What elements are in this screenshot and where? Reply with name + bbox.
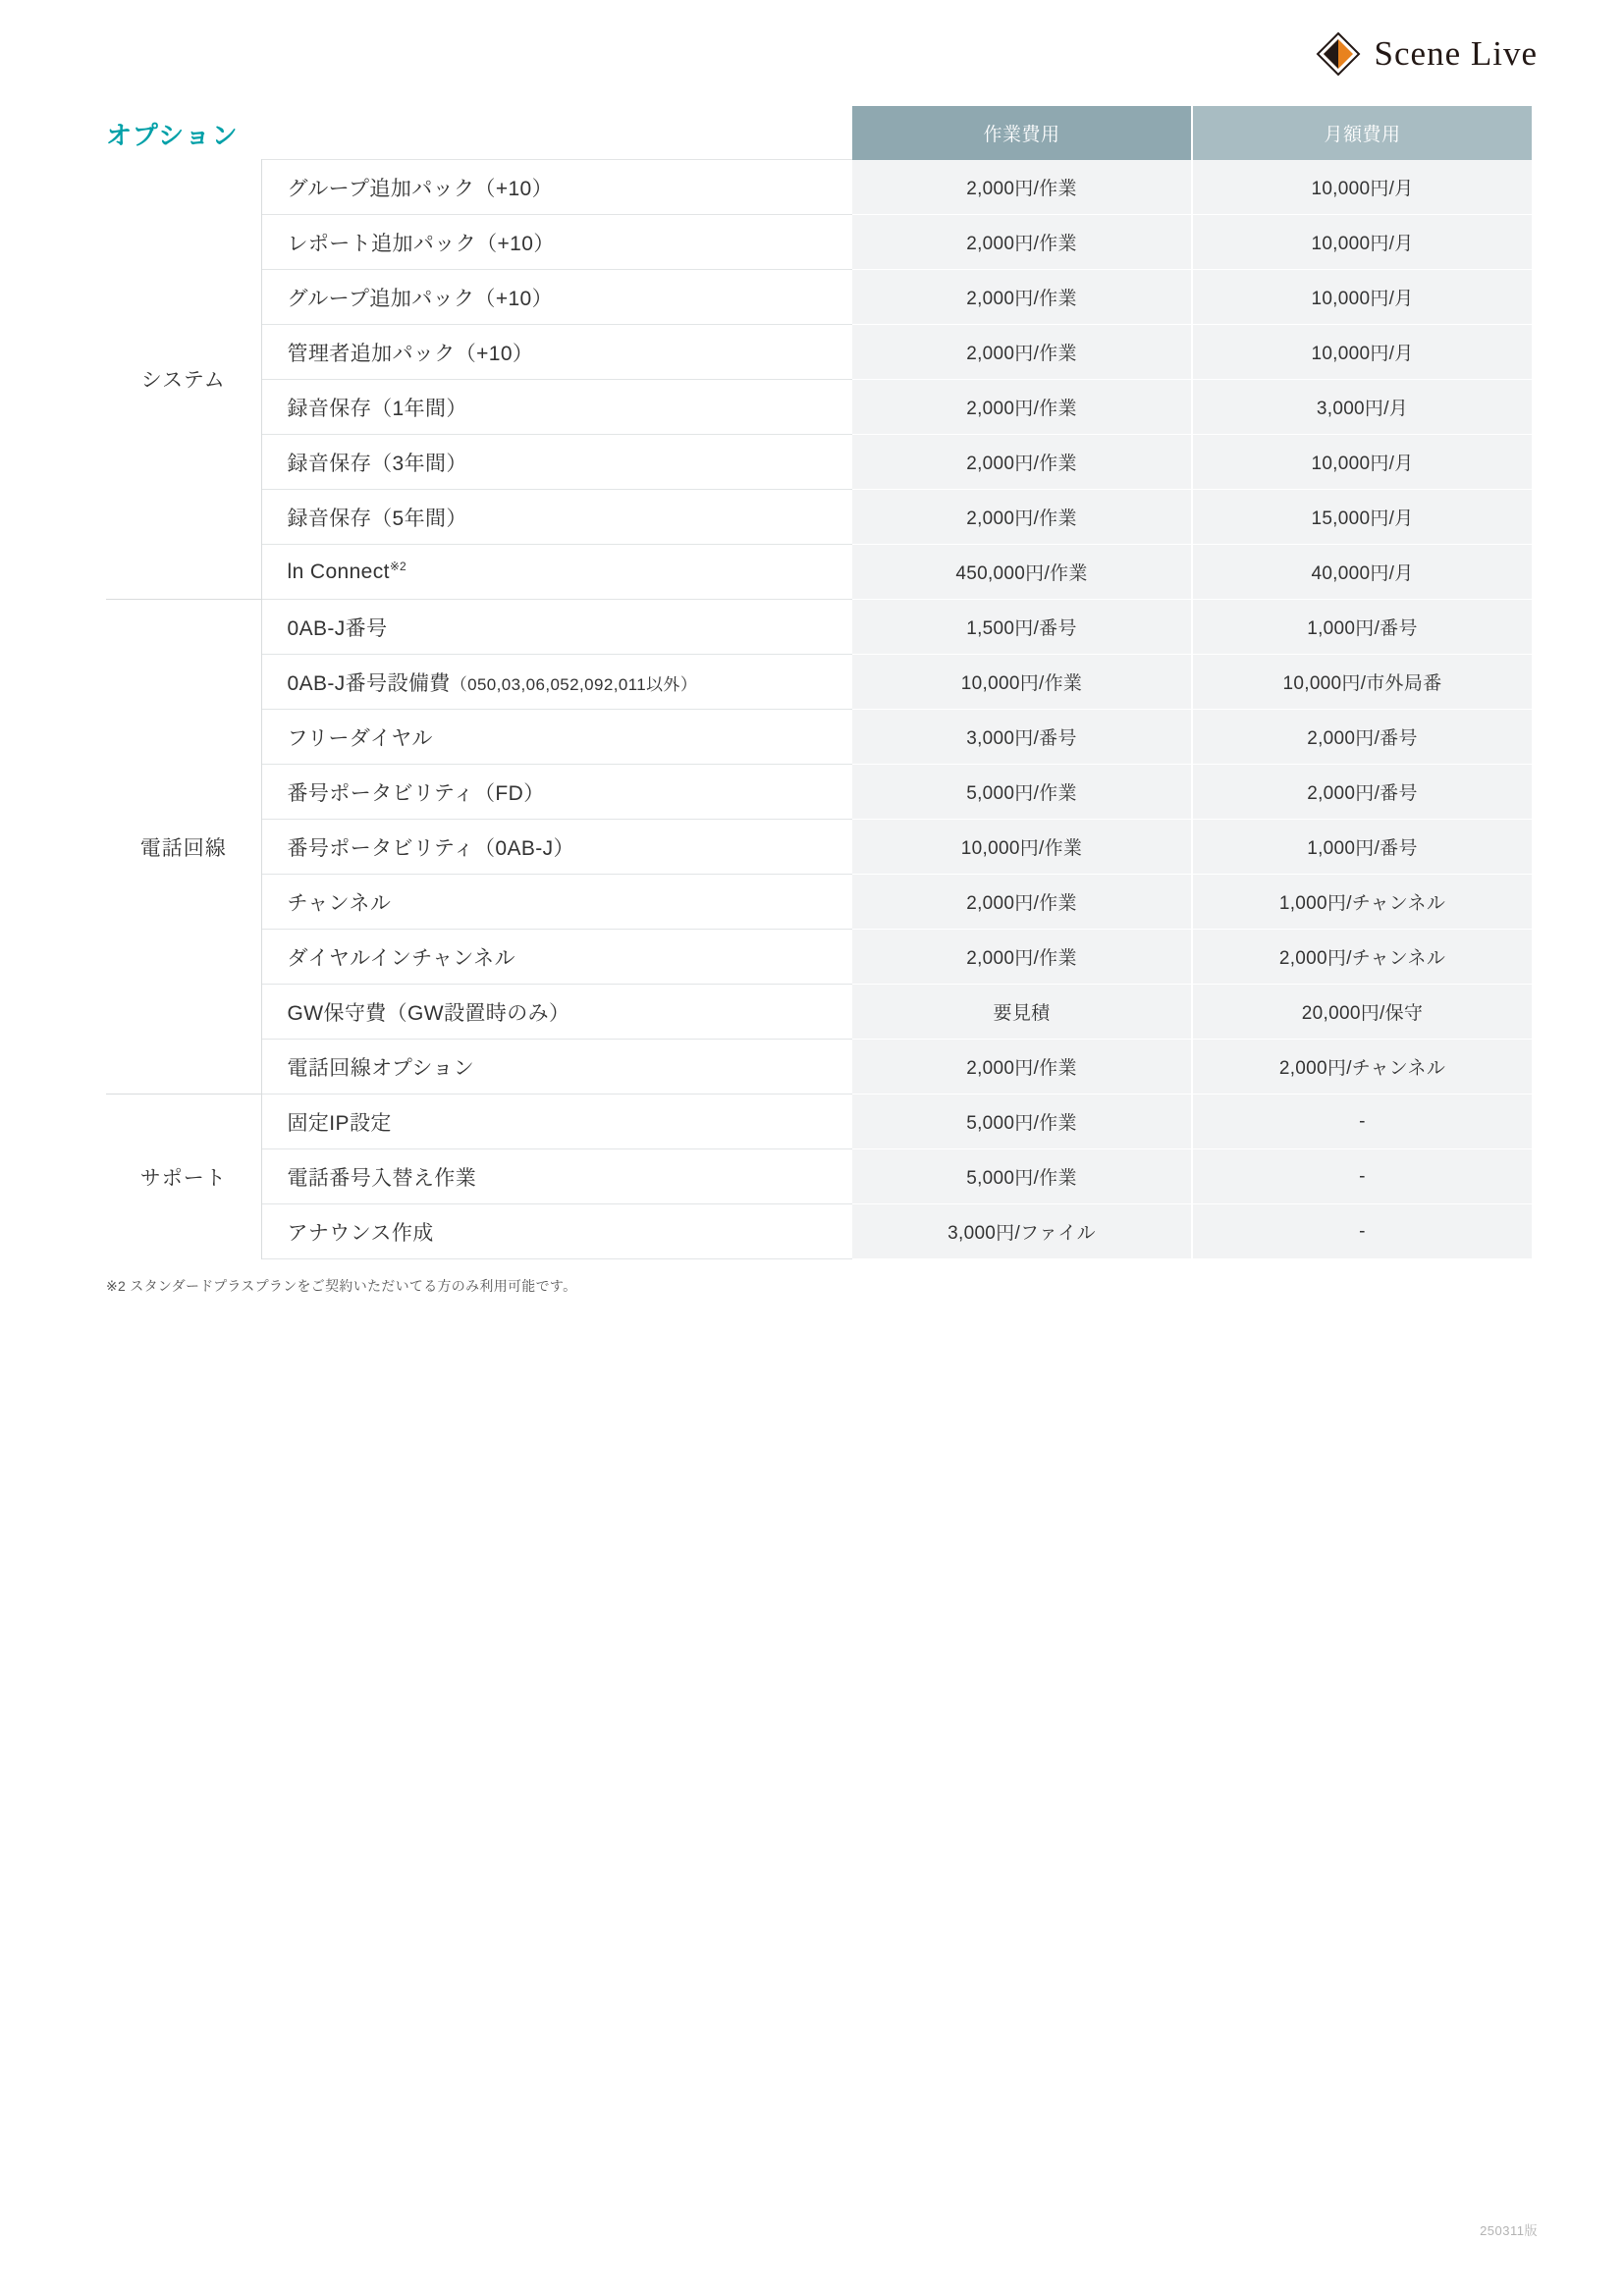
header-monthly-fee: 月額費用 — [1192, 106, 1532, 160]
diamond-logo-icon — [1316, 31, 1361, 77]
item-label: レポート追加パック（+10） — [261, 215, 852, 270]
item-footnote-marker: ※2 — [389, 560, 406, 573]
category-cell: サポート — [106, 1095, 261, 1259]
setup-fee-value: 5,000円/作業 — [852, 1095, 1192, 1149]
brand-name: Scene Live — [1374, 34, 1538, 73]
monthly-fee-value: - — [1192, 1095, 1532, 1149]
setup-fee-value: 10,000円/作業 — [852, 655, 1192, 710]
monthly-fee-value: 2,000円/チャンネル — [1192, 1040, 1532, 1095]
monthly-fee-value: 15,000円/月 — [1192, 490, 1532, 545]
item-label: 番号ポータビリティ（0AB-J） — [261, 820, 852, 875]
item-label — [261, 655, 852, 710]
item-label: フリーダイヤル — [261, 710, 852, 765]
table-row — [106, 380, 1532, 435]
monthly-fee-value: 1,000円/番号 — [1192, 600, 1532, 655]
monthly-fee-value: 10,000円/月 — [1192, 160, 1532, 215]
monthly-fee-value: 40,000円/月 — [1192, 545, 1532, 600]
item-label: 録音保存（3年間） — [261, 435, 852, 490]
table-row — [106, 325, 1532, 380]
monthly-fee-value: - — [1192, 1204, 1532, 1259]
table-row — [106, 710, 1532, 765]
table-row — [106, 545, 1532, 600]
category-cell: 電話回線 — [106, 600, 261, 1095]
table-row — [106, 765, 1532, 820]
setup-fee-value: 5,000円/作業 — [852, 1149, 1192, 1204]
table-row — [106, 820, 1532, 875]
item-label: 電話回線オプション — [261, 1040, 852, 1095]
version-label: 250311版 — [1480, 2223, 1538, 2238]
item-label: グループ追加パック（+10） — [261, 160, 852, 215]
table-row — [106, 930, 1532, 985]
setup-fee-value: 5,000円/作業 — [852, 765, 1192, 820]
item-label: 管理者追加パック（+10） — [261, 325, 852, 380]
category-cell: システム — [106, 160, 261, 600]
setup-fee-value: 2,000円/作業 — [852, 435, 1192, 490]
setup-fee-value: 2,000円/作業 — [852, 270, 1192, 325]
table-row — [106, 1095, 1532, 1149]
item-label: 番号ポータビリティ（FD） — [261, 765, 852, 820]
setup-fee-value: 3,000円/番号 — [852, 710, 1192, 765]
setup-fee-value: 2,000円/作業 — [852, 380, 1192, 435]
header-item — [261, 106, 852, 160]
setup-fee-value: 1,500円/番号 — [852, 600, 1192, 655]
setup-fee-value: 10,000円/作業 — [852, 820, 1192, 875]
table-row — [106, 1040, 1532, 1095]
item-label: GW保守費（GW設置時のみ） — [261, 985, 852, 1040]
table-row — [106, 270, 1532, 325]
monthly-fee-value: 2,000円/番号 — [1192, 765, 1532, 820]
brand-logo — [1316, 31, 1538, 77]
table-row — [106, 655, 1532, 710]
monthly-fee-value: 2,000円/チャンネル — [1192, 930, 1532, 985]
table-row — [106, 435, 1532, 490]
item-label: 録音保存（5年間） — [261, 490, 852, 545]
monthly-fee-value: 10,000円/月 — [1192, 435, 1532, 490]
footnote-text: ※2 スタンダードプラスプランをご契約いただいてる方のみ利用可能です。 — [106, 1278, 577, 1294]
monthly-fee-value: 2,000円/番号 — [1192, 710, 1532, 765]
table-row — [106, 215, 1532, 270]
item-label: 固定IP設定 — [261, 1095, 852, 1149]
item-label: 0AB-J番号 — [261, 600, 852, 655]
item-label: アナウンス作成 — [261, 1204, 852, 1259]
setup-fee-value: 要見積 — [852, 985, 1192, 1040]
setup-fee-value: 2,000円/作業 — [852, 325, 1192, 380]
item-label-detail: （050,03,06,052,092,011以外） — [450, 674, 698, 694]
monthly-fee-value: - — [1192, 1149, 1532, 1204]
table-header-row — [106, 106, 1532, 160]
setup-fee-value: 2,000円/作業 — [852, 490, 1192, 545]
monthly-fee-value: 20,000円/保守 — [1192, 985, 1532, 1040]
monthly-fee-value: 3,000円/月 — [1192, 380, 1532, 435]
table-row — [106, 875, 1532, 930]
item-label: 録音保存（1年間） — [261, 380, 852, 435]
setup-fee-value: 2,000円/作業 — [852, 930, 1192, 985]
item-label — [261, 545, 852, 600]
monthly-fee-value: 1,000円/番号 — [1192, 820, 1532, 875]
header-category — [106, 106, 261, 160]
page-title: オプション — [106, 121, 240, 150]
table-row — [106, 490, 1532, 545]
monthly-fee-value: 10,000円/月 — [1192, 215, 1532, 270]
monthly-fee-value: 10,000円/市外局番 — [1192, 655, 1532, 710]
item-label: グループ追加パック（+10） — [261, 270, 852, 325]
table-row — [106, 600, 1532, 655]
item-label-text: ln Connect — [287, 561, 390, 583]
option-price-table — [106, 106, 1532, 1259]
header-setup-fee: 作業費用 — [852, 106, 1192, 160]
table-row — [106, 1149, 1532, 1204]
setup-fee-value: 450,000円/作業 — [852, 545, 1192, 600]
setup-fee-value: 2,000円/作業 — [852, 160, 1192, 215]
setup-fee-value: 2,000円/作業 — [852, 215, 1192, 270]
setup-fee-value: 2,000円/作業 — [852, 875, 1192, 930]
item-label: ダイヤルインチャンネル — [261, 930, 852, 985]
item-label: チャンネル — [261, 875, 852, 930]
setup-fee-value: 2,000円/作業 — [852, 1040, 1192, 1095]
table-row — [106, 160, 1532, 215]
item-label-text: 0AB-J番号設備費 — [287, 671, 451, 695]
monthly-fee-value: 10,000円/月 — [1192, 325, 1532, 380]
table-row — [106, 985, 1532, 1040]
setup-fee-value: 3,000円/ファイル — [852, 1204, 1192, 1259]
table-row — [106, 1204, 1532, 1259]
item-label: 電話番号入替え作業 — [261, 1149, 852, 1204]
monthly-fee-value: 1,000円/チャンネル — [1192, 875, 1532, 930]
monthly-fee-value: 10,000円/月 — [1192, 270, 1532, 325]
